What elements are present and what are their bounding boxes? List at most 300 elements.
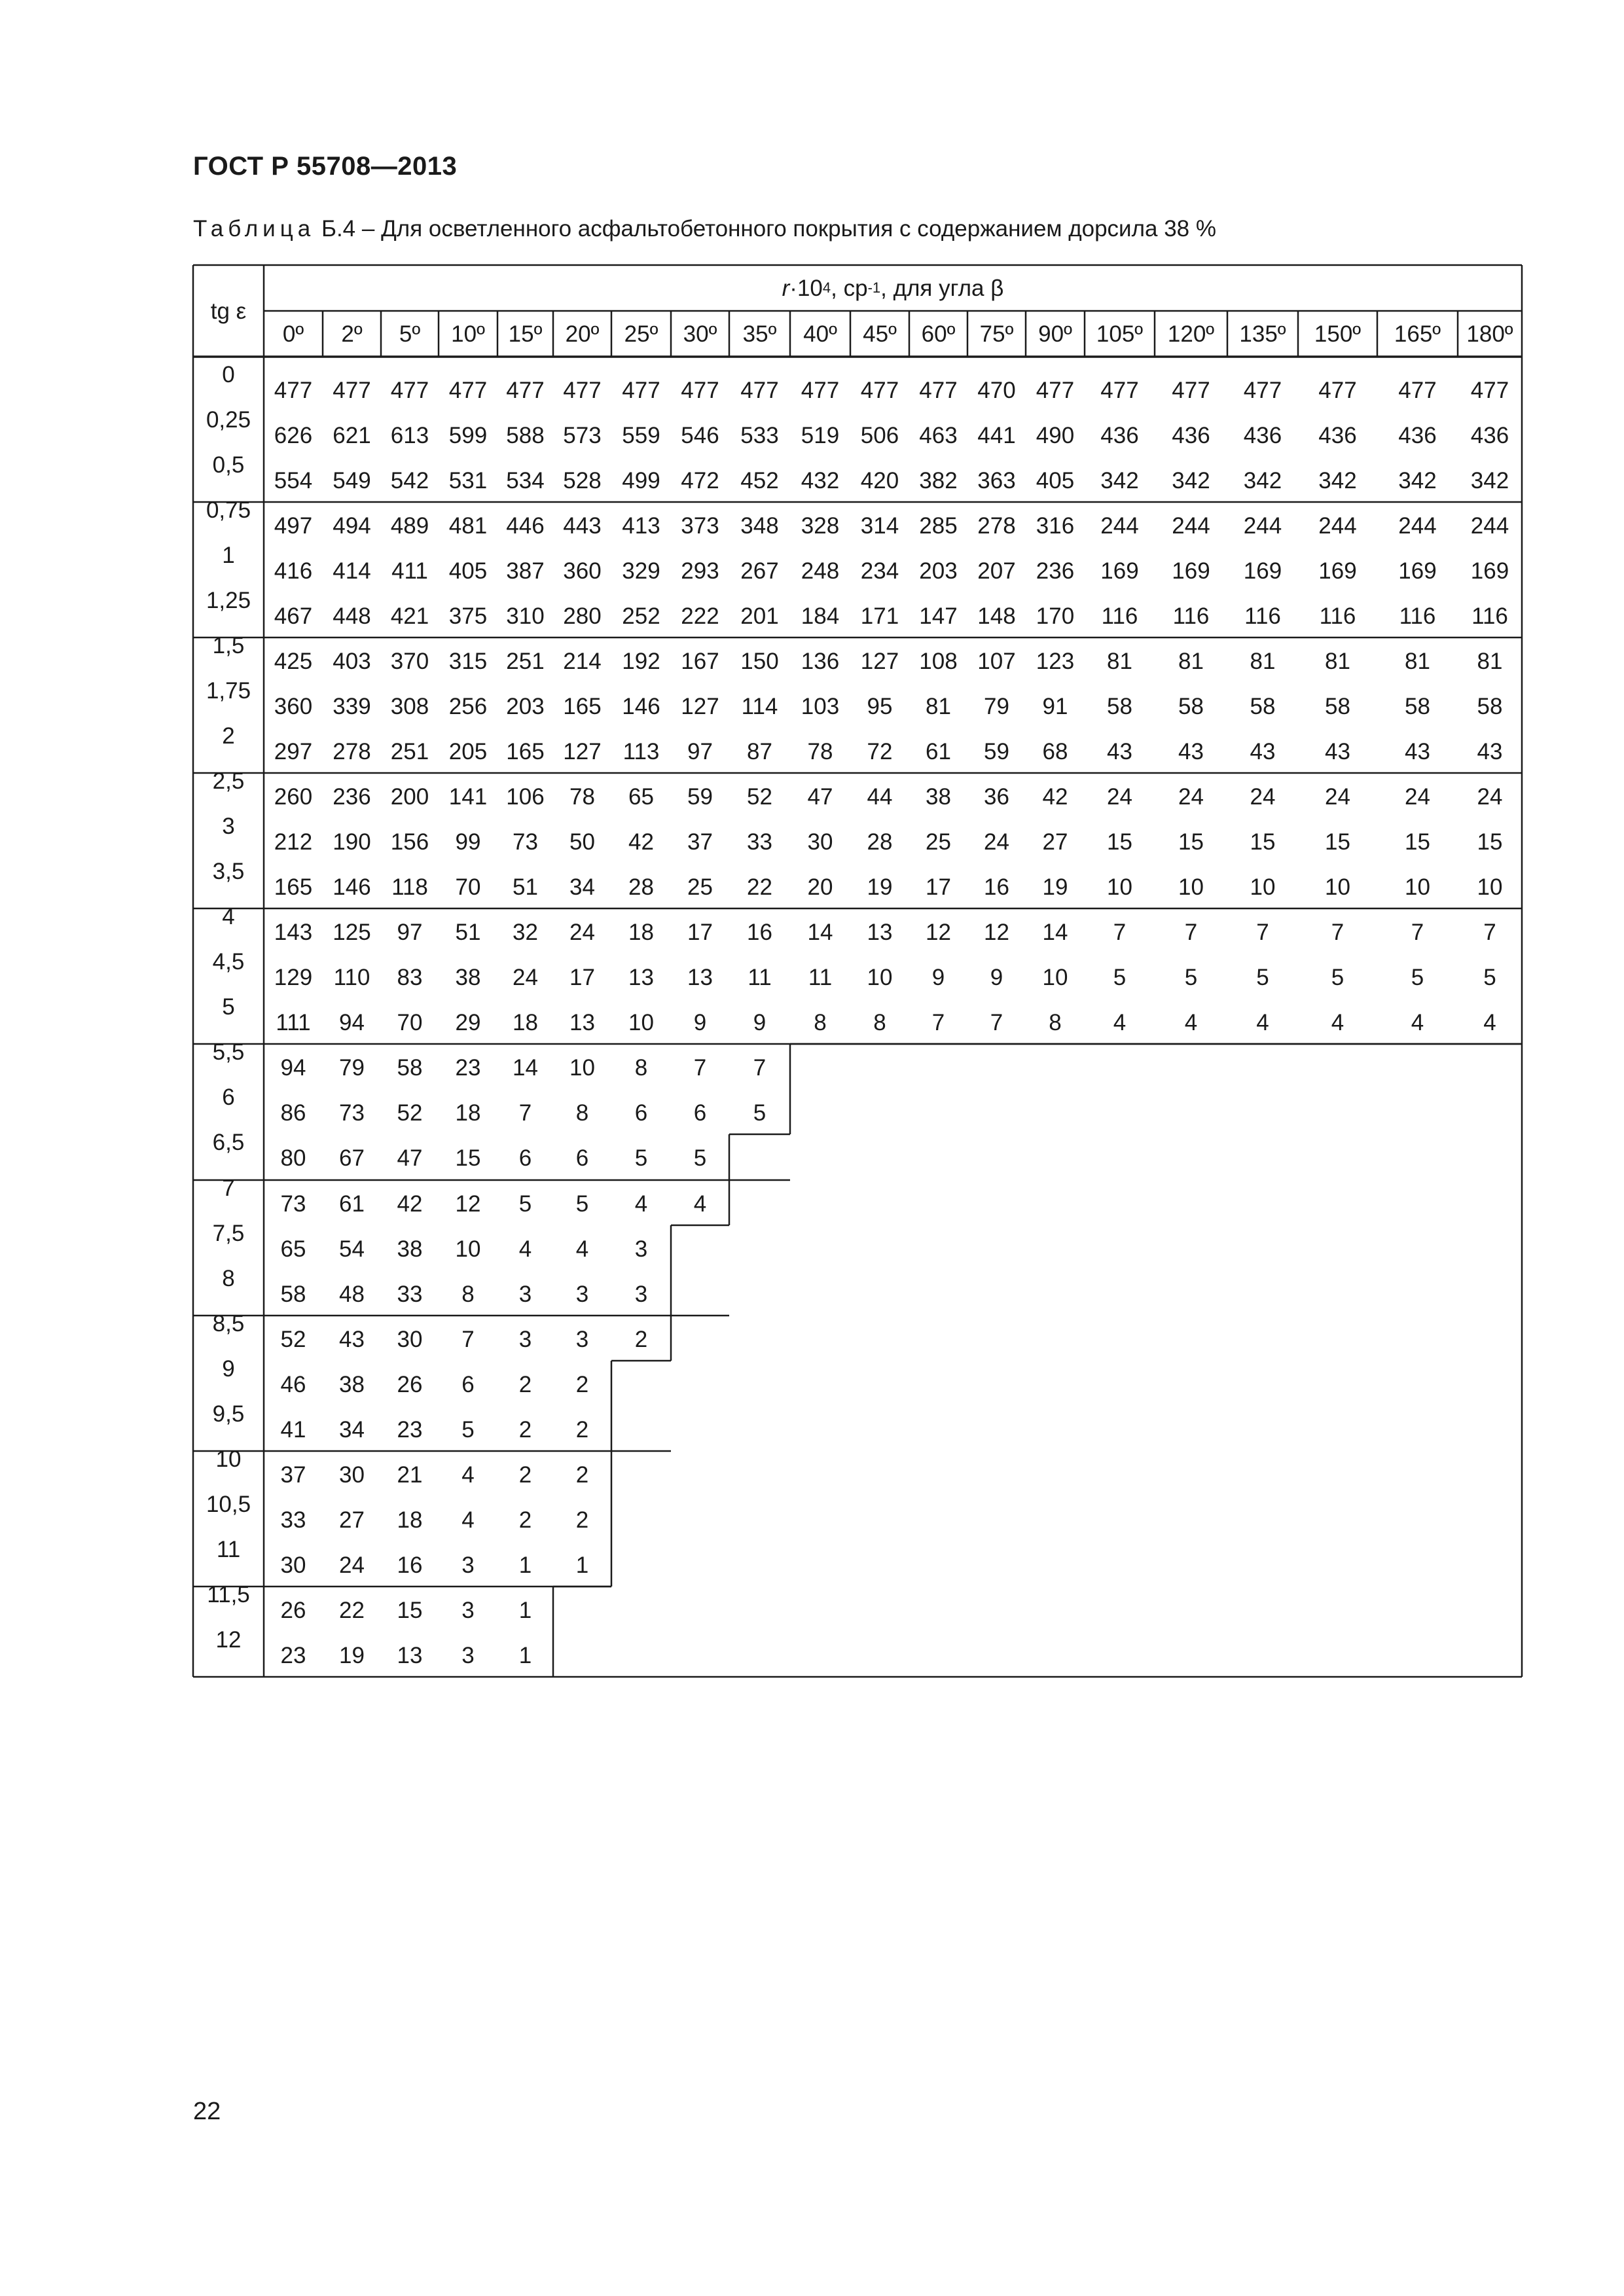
table-cell: 375 (448, 603, 488, 629)
table-cell: 127 (681, 694, 719, 719)
table-cell: 477 (1172, 378, 1210, 403)
table-cell: 22 (747, 874, 772, 900)
table-cell: 58 (1405, 694, 1430, 719)
table-cell: 14 (1042, 920, 1068, 945)
table-cell: 116 (1244, 603, 1281, 629)
table-cell: 1 (575, 1552, 589, 1578)
table-cell: 477 (801, 378, 840, 403)
table-cell: 3 (575, 1327, 589, 1352)
caption-text: – Для осветленного асфальтобетонного покрытия с содержанием дорсила 38 % (361, 216, 1216, 242)
table-cell: 110 (333, 965, 370, 990)
table-cell: 43 (1107, 739, 1132, 764)
table-cell: 222 (681, 603, 719, 629)
table-cell: 339 (333, 694, 371, 719)
table-cell: 65 (628, 784, 654, 810)
table-cell: 413 (622, 513, 660, 539)
table-cell: 534 (506, 468, 545, 493)
table-cell: 559 (622, 423, 660, 448)
table-cell: 477 (1100, 378, 1139, 403)
table-cell: 30 (807, 829, 833, 855)
table-cell: 97 (397, 920, 423, 945)
table-cell: 494 (333, 513, 371, 539)
table-cell: 2 (575, 1372, 589, 1397)
column-header: 105º (1096, 321, 1144, 347)
table-cell: 59 (687, 784, 713, 810)
table-cell: 2 (518, 1462, 532, 1488)
table-cell: 94 (280, 1055, 306, 1081)
table-cell: 342 (1398, 468, 1437, 493)
group-header-power: ·10 (789, 275, 823, 301)
table-cell: 41 (280, 1417, 306, 1443)
table-cell: 30 (339, 1462, 365, 1488)
column-header: 75º (979, 321, 1014, 347)
table-cell: 316 (1036, 513, 1075, 539)
table-cell: 65 (280, 1236, 306, 1262)
table-cell: 477 (919, 378, 958, 403)
table-cell: 23 (397, 1417, 423, 1443)
table-cell: 99 (455, 829, 481, 855)
table-cell: 267 (740, 558, 779, 584)
table-cell: 506 (860, 423, 899, 448)
table-cell: 472 (681, 468, 719, 493)
table-cell: 38 (397, 1236, 423, 1262)
table-cell: 201 (740, 603, 779, 629)
table-cell: 15 (1325, 829, 1350, 855)
table-cell: 5 (461, 1417, 475, 1443)
table-cell: 1 (518, 1552, 532, 1578)
table-cell: 52 (747, 784, 772, 810)
table-cell: 17 (926, 874, 951, 900)
table-cell: 6 (693, 1100, 707, 1126)
table-cell: 8 (1049, 1010, 1062, 1035)
table-cell: 36 (984, 784, 1009, 810)
table-cell: 33 (280, 1507, 306, 1533)
caption-prefix: Таблица (193, 216, 316, 242)
table-cell: 405 (1036, 468, 1075, 493)
table-cell: 165 (506, 739, 545, 764)
table-cell: 542 (390, 468, 429, 493)
table-cell: 477 (1398, 378, 1437, 403)
row-label-tg: 4,5 (212, 949, 245, 975)
table-cell: 24 (1325, 784, 1350, 810)
table-cell: 477 (1470, 378, 1509, 403)
table-cell: 15 (397, 1598, 423, 1623)
row-label-tg: 9 (222, 1356, 235, 1382)
document-header: ГОСТ Р 55708—2013 (193, 152, 458, 181)
table-cell: 81 (1405, 649, 1430, 674)
table-cell: 4 (518, 1236, 532, 1262)
row-label-tg: 4 (222, 904, 235, 929)
column-header: 120º (1167, 321, 1215, 347)
table-cell: 244 (1398, 513, 1437, 539)
row-label-tg: 9,5 (212, 1401, 245, 1427)
table-cell: 477 (681, 378, 719, 403)
table-cell: 6 (634, 1100, 648, 1126)
table-cell: 10 (1405, 874, 1430, 900)
table-cell: 490 (1036, 423, 1075, 448)
table-cell: 11 (748, 965, 772, 990)
table-cell: 432 (801, 468, 840, 493)
table-cell: 2 (518, 1507, 532, 1533)
table-cell: 50 (569, 829, 595, 855)
table-cell: 150 (740, 649, 779, 674)
row-label-tg: 0,75 (206, 497, 251, 523)
table-cell: 81 (1325, 649, 1350, 674)
table-cell: 2 (518, 1417, 532, 1443)
table-cell: 2 (575, 1417, 589, 1443)
table-cell: 143 (274, 920, 313, 945)
table-cell: 297 (274, 739, 313, 764)
row-label-tg: 0,25 (206, 407, 251, 433)
row-label-tg: 3,5 (212, 859, 245, 884)
column-header: 30º (683, 321, 717, 347)
table-cell: 148 (977, 603, 1016, 629)
table-cell: 61 (339, 1191, 365, 1217)
table-cell: 2 (575, 1507, 589, 1533)
table-cell: 3 (461, 1643, 475, 1668)
table-cell: 531 (448, 468, 488, 493)
table-cell: 15 (1107, 829, 1132, 855)
table-cell: 382 (919, 468, 958, 493)
table-cell: 403 (333, 649, 371, 674)
table-cell: 5 (1256, 965, 1269, 990)
table-cell: 10 (1250, 874, 1276, 900)
table-cell: 12 (926, 920, 951, 945)
table-cell: 7 (518, 1100, 532, 1126)
caption-number: Б.4 (321, 216, 356, 242)
table-cell: 19 (1042, 874, 1068, 900)
table-cell: 48 (339, 1282, 365, 1307)
table-cell: 42 (397, 1191, 423, 1217)
table-cell: 136 (801, 649, 840, 674)
table-cell: 32 (513, 920, 538, 945)
table-cell: 2 (575, 1462, 589, 1488)
table-cell: 58 (1178, 694, 1204, 719)
table-cell: 599 (448, 423, 488, 448)
table-cell: 342 (1100, 468, 1139, 493)
table-cell: 125 (333, 920, 371, 945)
table-cell: 43 (339, 1327, 365, 1352)
table-cell: 15 (1250, 829, 1276, 855)
table-cell: 167 (681, 649, 719, 674)
table-cell: 421 (390, 603, 429, 629)
table-cell: 37 (280, 1462, 306, 1488)
table-cell: 34 (339, 1417, 365, 1443)
table-cell: 12 (455, 1191, 481, 1217)
table-cell: 278 (977, 513, 1016, 539)
table-cell: 405 (448, 558, 488, 584)
table-cell: 329 (622, 558, 660, 584)
table-cell: 252 (622, 603, 660, 629)
table-cell: 3 (518, 1327, 532, 1352)
table-cell: 24 (1178, 784, 1204, 810)
table-cell: 24 (569, 920, 595, 945)
table-cell: 61 (926, 739, 951, 764)
table-cell: 7 (753, 1055, 767, 1081)
row-label-tg: 1,25 (206, 588, 251, 613)
table-cell: 30 (397, 1327, 423, 1352)
row-label-tg: 6,5 (212, 1130, 245, 1155)
table-cell: 348 (740, 513, 779, 539)
table-cell: 626 (274, 423, 313, 448)
table-cell: 6 (461, 1372, 475, 1397)
table-cell: 52 (280, 1327, 306, 1352)
table-cell: 10 (1325, 874, 1350, 900)
column-header: 35º (742, 321, 777, 347)
row-label-tg: 6 (222, 1085, 235, 1110)
table-cell: 58 (1477, 694, 1503, 719)
row-label-tg: 5,5 (212, 1039, 245, 1065)
column-header: 5º (399, 321, 421, 347)
table-cell: 25 (687, 874, 713, 900)
column-header: 0º (282, 321, 304, 347)
table-cell: 234 (860, 558, 899, 584)
row-label-tg: 0,5 (212, 452, 245, 478)
column-header: 165º (1394, 321, 1441, 347)
table-cell: 420 (860, 468, 899, 493)
table-cell: 192 (622, 649, 660, 674)
table-cell: 328 (801, 513, 840, 539)
table-cell: 2 (518, 1372, 532, 1397)
table-cell: 477 (860, 378, 899, 403)
row-label-tg: 10 (215, 1446, 242, 1472)
table-cell: 81 (1178, 649, 1204, 674)
table-cell: 9 (990, 965, 1003, 990)
table-cell: 533 (740, 423, 779, 448)
table-cell: 251 (390, 739, 429, 764)
table-cell: 169 (1470, 558, 1509, 584)
table-cell: 2 (634, 1327, 648, 1352)
column-header: 40º (803, 321, 837, 347)
row-label-tg: 0 (222, 362, 235, 387)
table-cell: 5 (634, 1145, 648, 1171)
table-cell: 16 (984, 874, 1009, 900)
table-cell: 5 (693, 1145, 707, 1171)
table-cell: 1 (518, 1643, 532, 1668)
table-cell: 22 (339, 1598, 365, 1623)
table-cell: 8 (873, 1010, 886, 1035)
table-cell: 441 (977, 423, 1016, 448)
group-header-tail: , для угла β (880, 275, 1004, 301)
table-cell: 310 (506, 603, 545, 629)
row-label-tg: 2 (222, 723, 235, 749)
row-label-tg: 2,5 (212, 768, 245, 794)
table-cell: 205 (448, 739, 488, 764)
table-cell: 10 (1107, 874, 1132, 900)
table-cell: 70 (397, 1010, 423, 1035)
table-cell: 42 (628, 829, 654, 855)
table-cell: 5 (575, 1191, 589, 1217)
table-cell: 5 (1184, 965, 1198, 990)
table-cell: 477 (448, 378, 488, 403)
table-cell: 24 (1477, 784, 1503, 810)
table-cell: 58 (397, 1055, 423, 1081)
table-cell: 118 (391, 874, 428, 900)
table-cell: 4 (461, 1462, 475, 1488)
table-cell: 7 (1411, 920, 1424, 945)
table-cell: 4 (1113, 1010, 1127, 1035)
table-cell: 108 (919, 649, 958, 674)
row-label-tg: 10,5 (206, 1492, 251, 1517)
table-cell: 203 (919, 558, 958, 584)
table-cell: 28 (867, 829, 893, 855)
table-cell: 489 (390, 513, 429, 539)
table-cell: 436 (1172, 423, 1210, 448)
table-cell: 3 (461, 1598, 475, 1623)
table-cell: 70 (455, 874, 481, 900)
table-cell: 260 (274, 784, 313, 810)
column-header: 10º (451, 321, 485, 347)
table-cell: 16 (747, 920, 772, 945)
table-cell: 97 (687, 739, 713, 764)
table-cell: 58 (1325, 694, 1350, 719)
table-cell: 203 (506, 694, 545, 719)
table-cell: 51 (455, 920, 481, 945)
table-cell: 13 (628, 965, 654, 990)
table-cell: 79 (339, 1055, 365, 1081)
table-cell: 4 (693, 1191, 707, 1217)
row-label-tg: 5 (222, 994, 235, 1020)
column-group-header: r ·10 4 , ср -1 , для угла β (782, 275, 1004, 301)
table-cell: 116 (1471, 603, 1508, 629)
table-cell: 116 (1399, 603, 1436, 629)
table-cell: 236 (333, 784, 371, 810)
table-cell: 10 (628, 1010, 654, 1035)
table-cell: 244 (1172, 513, 1210, 539)
table-cell: 497 (274, 513, 313, 539)
table-cell: 4 (1184, 1010, 1198, 1035)
column-header: 150º (1314, 321, 1362, 347)
table-cell: 43 (1325, 739, 1350, 764)
table-cell: 244 (1318, 513, 1357, 539)
table-cell: 146 (333, 874, 371, 900)
table-cell: 7 (990, 1010, 1003, 1035)
table-cell: 23 (280, 1643, 306, 1668)
table-cell: 171 (860, 603, 899, 629)
column-header: 45º (863, 321, 897, 347)
row-label-tg: 11 (216, 1537, 241, 1562)
table-cell: 43 (1178, 739, 1204, 764)
table-cell: 8 (461, 1282, 475, 1307)
table-cell: 470 (977, 378, 1016, 403)
table-cell: 169 (1243, 558, 1282, 584)
table-cell: 44 (867, 784, 893, 810)
table-cell: 190 (333, 829, 371, 855)
table-cell: 43 (1477, 739, 1503, 764)
table-cell: 169 (1318, 558, 1357, 584)
table-cell: 47 (397, 1145, 423, 1171)
table-cell: 4 (461, 1507, 475, 1533)
table-cell: 5 (1411, 965, 1424, 990)
table-cell: 443 (563, 513, 602, 539)
table-cell: 26 (397, 1372, 423, 1397)
table-cell: 528 (563, 468, 602, 493)
table-cell: 5 (1113, 965, 1127, 990)
row-label-tg: 1 (222, 543, 235, 568)
row-label-tg: 1,5 (212, 633, 245, 658)
table-cell: 141 (448, 784, 488, 810)
table-cell: 256 (448, 694, 488, 719)
table-cell: 14 (513, 1055, 538, 1081)
table-cell: 7 (1483, 920, 1496, 945)
table-cell: 21 (397, 1462, 423, 1488)
column-header: 180º (1466, 321, 1513, 347)
table-cell: 411 (391, 558, 428, 584)
table-cell: 78 (569, 784, 595, 810)
table-cell: 116 (1101, 603, 1138, 629)
table-cell: 463 (919, 423, 958, 448)
table-cell: 9 (753, 1010, 767, 1035)
table-cell: 67 (339, 1145, 365, 1171)
table-cell: 42 (1042, 784, 1068, 810)
table-cell: 554 (274, 468, 313, 493)
table-cell: 18 (628, 920, 654, 945)
table-cell: 244 (1470, 513, 1509, 539)
column-header: 15º (508, 321, 543, 347)
table-cell: 146 (622, 694, 660, 719)
table-cell: 207 (977, 558, 1016, 584)
table-cell: 414 (333, 558, 371, 584)
table-cell: 15 (455, 1145, 481, 1171)
table-cell: 26 (280, 1598, 306, 1623)
table-cell: 165 (563, 694, 602, 719)
table-cell: 4 (1411, 1010, 1424, 1035)
table-cell: 52 (397, 1100, 423, 1126)
table-cell: 446 (506, 513, 545, 539)
table-cell: 24 (984, 829, 1009, 855)
table-cell: 5 (753, 1100, 767, 1126)
table-cell: 1 (518, 1598, 532, 1623)
table-cell: 27 (1042, 829, 1068, 855)
table-cell: 4 (1331, 1010, 1344, 1035)
table-cell: 72 (867, 739, 893, 764)
table-cell: 481 (448, 513, 488, 539)
table-cell: 47 (807, 784, 833, 810)
column-header: 2º (341, 321, 363, 347)
table-cell: 214 (563, 649, 602, 674)
table-cell: 370 (390, 649, 429, 674)
table-cell: 38 (339, 1372, 365, 1397)
table-cell: 10 (1178, 874, 1204, 900)
table-cell: 387 (506, 558, 545, 584)
table-cell: 38 (926, 784, 951, 810)
table-cell: 73 (513, 829, 538, 855)
table-cell: 315 (448, 649, 488, 674)
table-cell: 477 (622, 378, 660, 403)
table-cell: 87 (747, 739, 772, 764)
table-cell: 83 (397, 965, 423, 990)
row-label-tg: 11,5 (207, 1582, 250, 1607)
table-cell: 37 (687, 829, 713, 855)
table-cell: 169 (1398, 558, 1437, 584)
table-cell: 7 (1184, 920, 1198, 945)
table-cell: 477 (563, 378, 602, 403)
table-cell: 10 (1477, 874, 1503, 900)
table-cell: 51 (513, 874, 538, 900)
table-cell: 7 (931, 1010, 945, 1035)
table-cell: 436 (1100, 423, 1139, 448)
table-cell: 477 (1243, 378, 1282, 403)
table-cell: 170 (1036, 603, 1075, 629)
table-cell: 3 (461, 1552, 475, 1578)
table-cell: 165 (274, 874, 313, 900)
table-cell: 94 (339, 1010, 365, 1035)
table-cell: 81 (1250, 649, 1276, 674)
column-header: 135º (1239, 321, 1286, 347)
table-cell: 9 (931, 965, 945, 990)
table-cell: 6 (518, 1145, 532, 1171)
table-cell: 13 (397, 1643, 423, 1668)
